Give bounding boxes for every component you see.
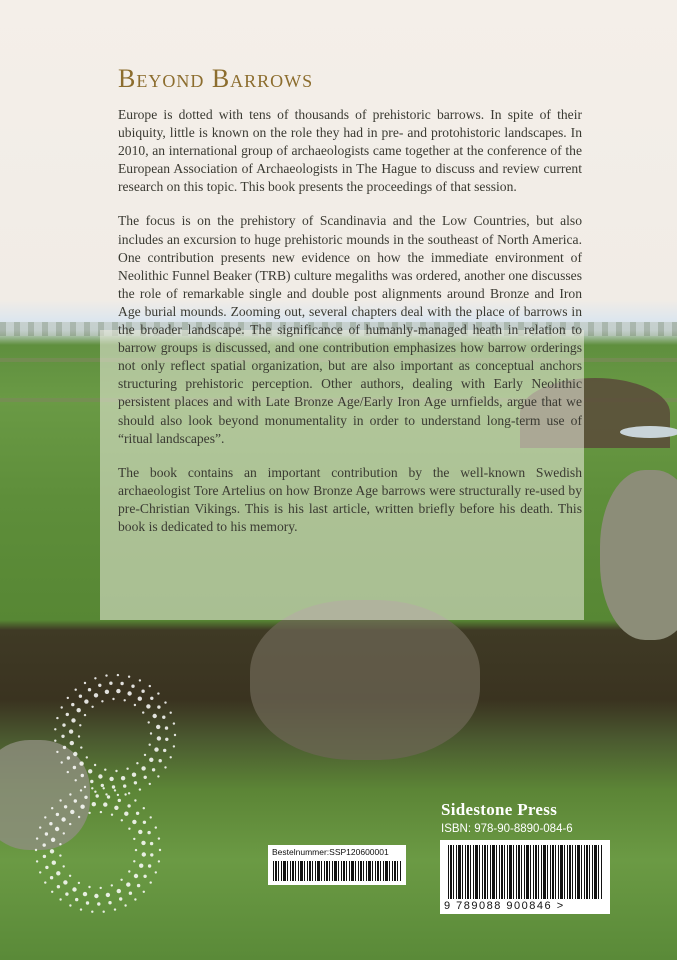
- dot: [123, 784, 126, 787]
- dot: [90, 780, 93, 783]
- dot: [79, 695, 82, 698]
- dot: [92, 802, 96, 806]
- dot: [50, 849, 54, 853]
- dot: [165, 726, 168, 729]
- dot: [65, 892, 68, 895]
- dot: [126, 882, 130, 886]
- dot: [139, 788, 141, 790]
- dot: [105, 674, 107, 676]
- dot: [134, 898, 136, 900]
- dot: [164, 701, 166, 703]
- dot: [144, 776, 147, 779]
- dot: [97, 902, 100, 905]
- dot: [91, 911, 93, 913]
- dot: [86, 756, 88, 758]
- dot: [61, 735, 64, 738]
- dot: [69, 823, 71, 825]
- dot: [119, 897, 122, 900]
- dot: [66, 713, 69, 716]
- dot: [50, 876, 53, 879]
- dot: [56, 751, 58, 753]
- dot: [173, 722, 175, 724]
- dot: [69, 793, 71, 795]
- dot: [88, 769, 92, 773]
- dot: [164, 766, 166, 768]
- dot: [124, 793, 126, 795]
- dot: [103, 802, 107, 806]
- order-number-label: [268, 845, 406, 885]
- dot: [88, 688, 91, 691]
- dot: [157, 775, 159, 777]
- dot: [63, 832, 65, 834]
- dot: [157, 705, 160, 708]
- dot: [88, 886, 90, 888]
- dot: [79, 724, 81, 726]
- dot: [67, 771, 69, 773]
- blurb-text: [118, 106, 582, 552]
- dot: [84, 699, 88, 703]
- publisher-name: Sidestone Press: [441, 800, 558, 819]
- dot: [69, 729, 73, 733]
- dot: [56, 717, 58, 719]
- dot: [114, 908, 116, 910]
- dot: [79, 761, 83, 765]
- dot: [70, 741, 74, 745]
- dot: [152, 768, 155, 771]
- dot: [63, 880, 67, 884]
- dot: [137, 884, 140, 887]
- dot: [118, 799, 121, 802]
- order-barcode: [273, 861, 401, 881]
- dot: [150, 732, 152, 734]
- dot: [129, 892, 132, 895]
- dot: [108, 901, 111, 904]
- isbn-barcode: [448, 845, 602, 899]
- dot: [147, 831, 150, 834]
- dot: [117, 794, 119, 796]
- dot: [135, 849, 137, 851]
- dot: [56, 871, 60, 875]
- dot: [51, 838, 55, 842]
- dot: [36, 837, 38, 839]
- dot: [84, 714, 86, 716]
- dot: [63, 865, 65, 867]
- dot: [141, 766, 145, 770]
- dotted-ring-lower: [35, 787, 161, 913]
- dot: [96, 794, 99, 797]
- dot: [94, 693, 98, 697]
- dot: [59, 799, 61, 801]
- blurb-paragraph: Europe is dotted with tens of thousands of prehistoric barrows. In spite of their ubiquity, little is known on the role they had in pre- and protohistoric landscapes. In 2010, an international group of archaeologists came together at the conference of the European Association of Archaeologists in The Hague to discuss and review current research on this topic. This book presents the proceedings of that session.: [118, 107, 582, 195]
- dot: [106, 893, 110, 897]
- dot: [61, 817, 65, 821]
- dot: [148, 721, 150, 723]
- isbn-barcode-label: [440, 840, 610, 914]
- dot: [114, 789, 116, 791]
- dot: [39, 871, 41, 873]
- dot: [78, 816, 80, 818]
- dot: [64, 805, 67, 808]
- dot: [128, 792, 130, 794]
- dot: [111, 814, 113, 816]
- blurb-paragraph: The book contains an important contribution by the well-known Swedish archaeologist Tore Artelius on how Bronze Age barrows were structurally re-used by pre-Christian Vikings. This is his last article, written briefly before his death. This book is dedicated to his memory.: [118, 464, 582, 534]
- dot: [174, 734, 176, 736]
- dot: [67, 756, 70, 759]
- dot: [100, 887, 102, 889]
- dot: [61, 761, 63, 763]
- dot: [124, 904, 126, 906]
- dot: [157, 736, 161, 740]
- dot: [146, 704, 150, 708]
- dot: [59, 854, 61, 856]
- dot: [84, 682, 86, 684]
- dot: [144, 754, 146, 756]
- dot: [158, 860, 160, 862]
- background-puddle: [620, 426, 677, 438]
- dot: [94, 677, 96, 679]
- dot: [134, 874, 138, 878]
- dot: [59, 843, 61, 845]
- dot: [149, 758, 153, 762]
- dot: [52, 861, 56, 865]
- dot: [158, 837, 160, 839]
- dot: [44, 816, 46, 818]
- dot: [133, 860, 135, 862]
- dot: [117, 889, 121, 893]
- dot: [120, 879, 122, 881]
- dot: [143, 891, 145, 893]
- dot: [61, 706, 63, 708]
- dot: [94, 764, 96, 766]
- dot: [86, 901, 89, 904]
- dot: [156, 725, 160, 729]
- dot: [103, 787, 105, 789]
- dot: [121, 819, 123, 821]
- dot: [124, 699, 126, 701]
- book-title: Beyond Barrows: [118, 64, 314, 93]
- dot: [105, 690, 109, 694]
- dot: [128, 870, 130, 872]
- dot: [163, 749, 166, 752]
- dot: [162, 716, 165, 719]
- dot: [136, 812, 139, 815]
- dot: [155, 826, 157, 828]
- dot: [57, 885, 60, 888]
- dot: [155, 871, 157, 873]
- dot: [36, 860, 38, 862]
- dot: [138, 697, 142, 701]
- dot: [149, 744, 151, 746]
- dot: [51, 891, 53, 893]
- dot: [45, 832, 48, 835]
- dot: [117, 674, 119, 676]
- dot: [83, 892, 87, 896]
- dot: [150, 816, 152, 818]
- dot: [153, 714, 157, 718]
- dot: [72, 887, 76, 891]
- dot: [80, 789, 82, 791]
- dot: [126, 768, 128, 770]
- dot: [45, 866, 48, 869]
- dot: [84, 796, 87, 799]
- dot: [170, 712, 172, 714]
- dot: [80, 746, 82, 748]
- dot: [157, 692, 159, 694]
- dot: [139, 864, 143, 868]
- dot: [59, 898, 61, 900]
- dot: [71, 703, 74, 706]
- dot: [170, 756, 172, 758]
- dot: [54, 728, 56, 730]
- dot: [159, 849, 161, 851]
- dot: [35, 849, 37, 851]
- dot: [70, 810, 74, 814]
- dot: [128, 676, 130, 678]
- dot: [94, 791, 96, 793]
- dot: [148, 864, 151, 867]
- dot: [133, 838, 135, 840]
- dot: [138, 830, 142, 834]
- dot: [84, 786, 86, 788]
- dot: [101, 784, 104, 787]
- dot: [150, 697, 153, 700]
- dot: [107, 795, 110, 798]
- dot: [75, 779, 77, 781]
- dot: [78, 735, 80, 737]
- dot: [69, 875, 71, 877]
- dot: [98, 774, 102, 778]
- dot: [150, 853, 153, 856]
- dot: [139, 679, 141, 681]
- dot: [69, 904, 71, 906]
- dot: [114, 806, 118, 810]
- dot: [132, 820, 136, 824]
- isbn-barcode-digits: 9 789088 900846 >: [444, 900, 565, 912]
- dot: [51, 807, 53, 809]
- dot: [159, 759, 162, 762]
- order-number-text: Bestelnummer:SSP120600001: [272, 847, 389, 857]
- dot: [142, 852, 146, 856]
- dot: [131, 685, 134, 688]
- dot: [150, 881, 152, 883]
- background-standing-stone: [250, 600, 480, 760]
- dot: [88, 812, 90, 814]
- dot: [78, 882, 80, 884]
- dot: [127, 804, 130, 807]
- dot: [75, 689, 77, 691]
- dot: [109, 777, 113, 781]
- dot: [80, 908, 82, 910]
- dot: [75, 898, 78, 901]
- dot: [103, 911, 105, 913]
- dotted-ring-upper: [54, 674, 176, 796]
- dot: [143, 807, 145, 809]
- dot: [74, 799, 77, 802]
- dotted-circles-logo: [20, 660, 200, 920]
- dot: [149, 685, 151, 687]
- dot: [43, 855, 46, 858]
- dot: [128, 828, 130, 830]
- dot: [98, 684, 101, 687]
- dot: [101, 700, 103, 702]
- dot: [141, 690, 144, 693]
- dot: [173, 745, 175, 747]
- dot: [154, 747, 158, 751]
- dot: [142, 711, 144, 713]
- dot: [63, 746, 66, 749]
- dot: [116, 689, 120, 693]
- background-standing-stone: [600, 470, 677, 640]
- dot: [111, 884, 113, 886]
- dot: [143, 875, 146, 878]
- dot: [55, 827, 59, 831]
- dot: [124, 812, 128, 816]
- dot: [94, 894, 98, 898]
- dot: [104, 769, 106, 771]
- dot: [39, 826, 41, 828]
- dot: [132, 773, 136, 777]
- dot: [77, 708, 81, 712]
- dot: [150, 842, 153, 845]
- dot: [80, 805, 84, 809]
- dot: [71, 718, 75, 722]
- dot: [112, 698, 114, 700]
- dot: [91, 706, 93, 708]
- dot: [109, 682, 112, 685]
- dot: [141, 841, 145, 845]
- dot: [120, 682, 123, 685]
- dot: [105, 793, 107, 795]
- dot: [73, 752, 77, 756]
- dot: [62, 723, 65, 726]
- dot: [44, 881, 46, 883]
- dot: [100, 811, 102, 813]
- dot: [127, 691, 131, 695]
- dot: [149, 783, 151, 785]
- dot: [112, 785, 115, 788]
- dot: [121, 776, 125, 780]
- dot: [136, 762, 138, 764]
- dot: [91, 787, 93, 789]
- dot: [81, 774, 84, 777]
- blurb-paragraph: The focus is on the prehistory of Scandinavia and the Low Countries, but also includes an excursion to huge prehistoric mounds in the southeast of North America. One contribution presents new evidence on how the immediate environment of Neolithic Funnel Beaker (TRB) culture megaliths was ordered, another one discusses the role of remarkable single and double post alignments around Bronze and Iron Age burial mounds. Zooming out, several chapters deal with the place of barrows in the broader landscape. The significance of humanly-managed heath in relation to barrow groups is discussed, and one contribution emphasizes how barrow orderings not only reflect spatial organization, but are also important as conceptual anchors structuring prehistoric perception. Other authors, dealing with Early Neolithic persistent places and with Late Bronze Age/Early Iron Age urnfields, argue that we should also look beyond monumentality in order to understand long-term use of “ritual landscapes”.: [118, 213, 582, 446]
- dot: [56, 813, 59, 816]
- dot: [134, 799, 136, 801]
- dot: [49, 822, 52, 825]
- dot: [73, 766, 76, 769]
- dot: [134, 781, 137, 784]
- dot: [43, 843, 46, 846]
- isbn-label: ISBN: 978-90-8890-084-6: [441, 823, 573, 835]
- dot: [134, 704, 136, 706]
- dot: [115, 770, 117, 772]
- dot: [165, 738, 168, 741]
- dot: [143, 821, 146, 824]
- dot: [54, 740, 56, 742]
- dot: [67, 697, 69, 699]
